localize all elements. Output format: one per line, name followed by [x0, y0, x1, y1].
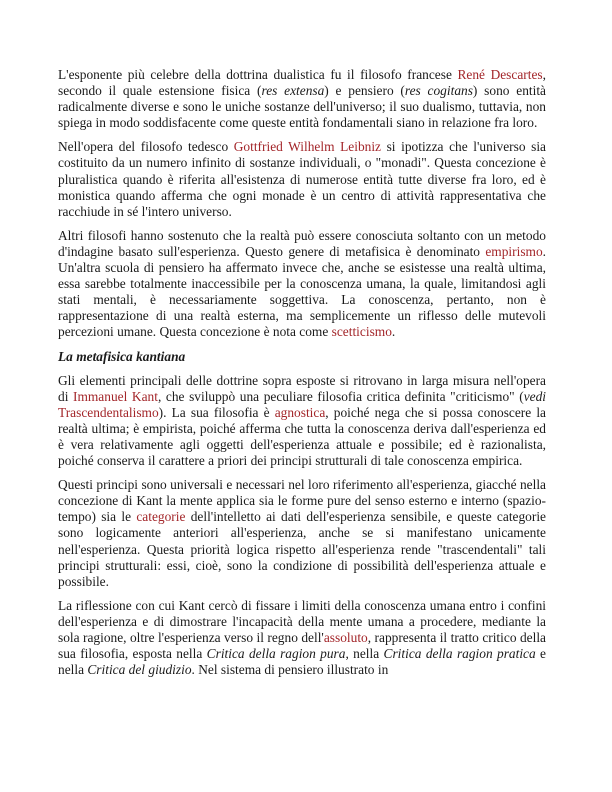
paragraph-p5	[58, 477, 546, 590]
paragraph-p2	[58, 139, 546, 219]
paragraph-p3	[58, 228, 546, 341]
text-run: . Un'altra scuola di pensiero ha affermato invece che, anche se esistesse una realtà ultima, essa sarebbe totalmente inaccessibile per la conoscenza umana, la quale, limitandosi agli stati mentali, è necessariamente soggettiva. La conoscenza, pertanto, non è rappresentazione di una realtà esterna, ma semplicemente un riflesso delle mutevoli percezioni umane. Questa concezione è nota come	[58, 243, 546, 340]
text-run: La riflessione con cui Kant cercò di fissare i limiti della conoscenza umana entro i confini dell'esperienza e di dimostrare l'incapacità della mente umana a procedere, mediante la sola ragione, oltre l'esperienza verso il regno dell'	[58, 597, 546, 645]
text-run: ). La sua filosofia è	[158, 404, 275, 420]
hyperlink[interactable]: agnostica	[274, 404, 326, 420]
text-run: , che sviluppò una peculiare filosofia critica definita "criticismo" (	[157, 388, 524, 404]
emphasis-text: Critica del giudizio	[87, 662, 192, 678]
text-run: L'esponente più celebre della dottrina dualistica fu il filosofo francese	[58, 67, 458, 82]
text-run: si ipotizza che l'universo sia costituito da un numero infinito di sostanze individuali, o "monadi". Questa concezione è pluralistica quando è riferita all'esistenza di numerose entità tutte diverse fra loro, ed è monistica quando afferma che ogni monade è un centro di attività rappresentativa che racchiude in sé l'intero universo.	[58, 139, 546, 219]
paragraph-p1	[58, 67, 546, 131]
hyperlink[interactable]: categorie	[136, 509, 186, 525]
text-run: , poiché nega che si possa conoscere la realtà ultima; è empirista, poiché afferma che tutta la conoscenza deriva dall'esperienza ed è vera relativamente agli oggetti dell'esperienza attuale e possibile; ed è razionalista, poiché conserva il carattere a priori dei principi strutturali di tale conoscenza empirica.	[58, 404, 547, 469]
text-run: La metafisica kantiana	[58, 348, 186, 364]
text-run: Nell'opera del filosofo tedesco	[58, 139, 234, 155]
emphasis-text: res extensa	[261, 83, 325, 99]
emphasis-text: vedi	[523, 388, 546, 404]
text-run: , nella	[345, 646, 384, 662]
text-run: ) sono entità radicalmente diverse e sono le uniche sostanze dell'universo; il suo dualismo, tuttavia, non spiega in modo soddisfacente come queste entità fondamentali siano in relazione fra loro.	[58, 83, 546, 131]
document-page	[58, 67, 546, 686]
hyperlink[interactable]: Trascendentalismo	[58, 404, 159, 420]
text-run: Questi principi sono universali e necessari nel loro riferimento all'esperienza, giacché nella concezione di Kant la mente applica sia le forme pure del senso esterno e interno (spazio-tempo) sia le	[58, 477, 546, 525]
emphasis-text: Critica della ragion pura	[206, 646, 346, 662]
text-run: , rappresenta il tratto critico della sua filosofia, esposta nella	[58, 630, 546, 662]
section-heading	[58, 349, 546, 365]
text-run: .	[391, 324, 396, 340]
hyperlink[interactable]: empirismo	[485, 243, 543, 259]
hyperlink[interactable]: assoluto	[323, 630, 368, 645]
emphasis-text: res cogitans	[404, 83, 473, 99]
paragraph-p4	[58, 373, 546, 470]
text-run: . Nel sistema di pensiero illustrato in	[191, 662, 389, 678]
text-run: dell'intelletto ai dati dell'esperienza sensibile, e queste categorie sono logicamente anteriori all'esperienza, anche se si manifestano unicamente nell'esperienza. Questa priorità logica rispetto all'esperienza rende "trascendentali" tali principi strutturali: essi, cioè, sono la condizione di possibilità dell'esperienza attuale e possibile.	[58, 509, 546, 589]
emphasis-text: Critica della ragion pratica	[383, 646, 536, 662]
paragraph-p6	[58, 598, 546, 678]
hyperlink[interactable]: René Descartes	[457, 67, 543, 82]
text-run: e nella	[58, 646, 546, 678]
hyperlink[interactable]: Immanuel Kant	[73, 388, 158, 404]
text-run: ) e pensiero (	[324, 83, 405, 99]
hyperlink[interactable]: scetticismo	[331, 324, 392, 340]
text-run: Altri filosofi hanno sostenuto che la realtà può essere conosciuta soltanto con un metodo d'indagine basato sull'esperienza. Questo genere di metafisica è denominato	[58, 227, 546, 259]
text-run: , secondo il quale estensione fisica (	[58, 67, 546, 99]
hyperlink[interactable]: Gottfried Wilhelm Leibniz	[233, 139, 381, 155]
text-run: Gli elementi principali delle dottrine sopra esposte si ritrovano in larga misura nell'opera di	[58, 372, 546, 404]
